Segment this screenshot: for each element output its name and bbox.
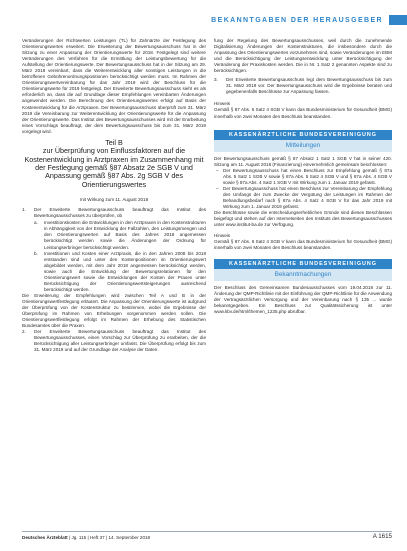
page-footer [22,531,392,541]
section-header-bar [389,15,407,25]
hinweis-text: Gemäß § 87 Abs. 6 Satz 4 SGB V kann das Bundesministerium für Gesundheit (BMG) innerhalb von zwei Monaten den Beschluss beanstanden. [214,107,392,119]
kbv-banner: KASSENÄRZTLICHE BUNDESVEREINIGUNG [214,259,392,269]
item-text: Der Erweiterte Bewertungsausschuss legt dem Bewertungsausschuss bis zum 31. März 2019 vor. Der Bewertungsausschuss wird die Ergebnisse beraten und gegebenenfalls Beschlüsse zur Anpassung fassen. [226,77,392,95]
left-intro-paragraph: Veränderungen der Richtwerten Leistungen (TL) für Zahnärzte der Festlegung des Orientierungswertes erweitert. Die Erweiterung der Bewertungsausschuss hat in der Sitzung zu einer Anpassung der Orientierungswerte für 2018. Festgelegt sind weitere Veränderungen des Verfahren für die Ermittlung der Leistungsbewertung für die Aufstellung der Orientierungswerte. Der Bewertungsausschuss hat in der Sitzung am 29. März 2018 vereinbart, dass die Weiterentwicklung aller sonstigen Leistungen in die betroffenen Gebührenordnungspositionen berücksichtigt werden muss. Im Rahmen der Orientierungswertvereinbarung für das Jahr 2019 wird der Beschluss für die Orientierungswerte für 2019 festgelegt. Der Erweiterte Bewertungsausschuss sieht es als erforderlich an, dass die auf Grundlage dieser Empfehlungen vereinbarten Änderungen angewendet werden. Die Berechnung des Orientierungswertes erfolgt auf Basis der Kostenentwicklung für die Arztpraxen. Der Bewertungsausschuss überprüft zum 31. März 2019 die Vereinbarung zur Weiterentwicklung der Orientierungswerte für die Anpassung der Orientierungswerte. Das Institut des Bewertungsausschusses wird mit der Erarbeitung eines Vorschlags beauftragt, der dem Bewertungsausschuss bis zum 31. März 2019 vorgelegt wird. [22,38,206,134]
bullet-item [216,168,392,186]
item-text: Der Erweiterte Bewertungsausschuss beauftragt das Institut des Bewertungsausschusses, einen Vorschlag zur Überprüfung zu erarbeiten, der die Berücksichtigung aller Leistungserbringer umfasst. Die Überprüfung erfolgt bis zum 31. März 2019 und auf der Grundlage der Analyse der Daten. [34,329,206,353]
footer-issue: | Jg. 115 | Heft 37 | 14. September 2018 [68,535,151,540]
decision-paragraph: Der Bewertungsausschuss gemäß § 87 Absatz 1 Satz 1 SGB V hat in seiner 420. Sitzung am 11. August 2018 (Finanzierung) einvernehmlich gemeinsam beschlossen: [214,155,392,167]
numbered-item-1 [22,207,206,219]
sub-item-a [34,220,206,250]
final-paragraph: Der Beschluss des Gemeinsamen Bundesausschusses vom 19.04.2018 zur 11. Änderung der QMP-Richtlinie mit der Einführung der QMP-Richtlinie für die Anwendung der Vertragsärztlichen Versorgung und der Vereinbarung nach § 135 ... wurde bekanntgegeben. Ein Beschluss zur Qualitätssicherung ist unter www.kbv.de/html/themen_1235.php abrufbar. [214,285,392,315]
item-number: 3. [214,77,218,83]
effective-date: mit Wirkung zum 11. August 2018 [79,197,149,203]
hinweis-text: Gemäß § 87 Abs. 6 Satz 4 SGB V kann das Bundesministerium für Gesundheit (BMG) innerhalb von zwei Monaten den Beschluss beanstanden. [214,239,392,251]
numbered-item-3 [214,77,392,95]
teil-b-heading [22,139,206,203]
bullet-item [216,186,392,210]
section-header-label: BEKANNTGABEN DER HERAUSGEBER [211,16,383,24]
right-intro-paragraph: fung der Regelung des Bewertungsausschusses, weil durch die zunehmende Digitalisierung Änderungen der Kostenstrukturen, die insbesondere durch die Anpassung des Orientierungswertes vorzunehmen sind, sowie Veränderungen im EBM und die Berücksichtigung der Leistungsentwicklung unter Berücksichtigung der Veränderung der Praxiskosten werden. Die in Nr. 1 Satz 2 genannten Aspekte sind zu berücksichtigen. [214,38,392,74]
bullet-text: Der Bewertungsausschuss hat einen Beschluss zur Empfehlung gemäß § 87a Abs. 5 Satz 1 SGB V sowie § 87a Abs. 5 Satz 4 SGB V und § 87a Abs. 4 SGB V sowie § 87a Abs. 4 Satz 1 SGB V mit Wirkung zum 1. Januar 2019 gefasst. [223,167,392,185]
sub-item-text: Investitionskosten die Entwicklungen in den Arztpraxen in den Kostenstrukturen in Abhängigkeit von der Entwicklung der Fallzahlen, den Leistungsmengen und den Orientierungswerten auf Basis des Jahres 2018 angemessen berücksichtigt werden sowie die Änderungen der Ordnung für Leistungserbringer berücksichtigt werden. [44,220,206,250]
sub-item-letter: b. [34,250,38,256]
sub-item-text: Investitionen und Kosten einer Arztpraxis, die in den Jahren 2008 bis 2018 entstanden sind und unter den Kostenpositionen im Orientierungswert abgebildet werden, mit dem Jahr 2018 angemessen berücksichtigt werden, sowie auch die Entwicklung der Bewertungsrelationen für den Orientierungswert sowie die Entwicklungen der Kosten der Praxen unter Berücksichtigung der Orientierungswertsteigerungen ausreichend berücksichtigt werden. [44,250,206,292]
item-number: 1. [22,207,26,213]
footer-journal: Deutsches Ärzteblatt [22,535,68,540]
teil-b-title: Teil B zur Überprüfung von Einflussfaktoren auf die Kostenentwicklung in Arztpraxen im Zusammenhang mit der Festlegung gemäß §87 Absatz 2e SGB V und Anpassung gemäß §87 Abs. 2g SGB V des Orientierungswertes [24,137,204,189]
item-number: 2. [22,329,26,335]
footer-citation [22,535,150,540]
item-text: Der Erweiterte Bewertungsausschuss beauftragt das Institut des Bewertungsausschusses zu überprüfen, ob [34,207,206,219]
hinweis-heading: Hinweis [214,101,231,107]
bullet-marker: – [216,167,219,173]
sub-item-b [34,251,206,293]
section-header [211,14,407,26]
left-tail-paragraph: Die Erweiterung der Empfehlungen wird zwischen Teil A und B in der Orientierungswertfestlegung erläutert. Die Anpassung der Orientierungswerte ist aufgrund der Überprüfung von der Kostenstruktur zu bestimmen, wobei die Ergebnisse der Überprüfung im Rahmen von Erhebungen vorgenommen werden sollen. Die Orientierungswertfestlegung erfolgt im Rahmen der Erhebung des Statistischen Bundesamtes über die Praxen. [22,292,206,329]
hinweis-heading: Hinweis [214,233,231,239]
left-column [22,38,206,354]
mitteilungen-subheading: Mitteilungen [214,140,392,152]
kbv-banner: KASSENÄRZTLICHE BUNDESVEREINIGUNG [214,130,392,140]
page-number: A 1615 [372,533,392,540]
closing-paragraph: Die Beschlüsse sowie die entscheidungserheblichen Gründe sind diesen Beschlüssen beigefügt und stehen auf den Internetseiten des Instituts des Bewertungsausschusses unter www.institut-ba.de zur Verfügung. [214,209,392,228]
right-column [214,38,392,316]
bullet-text: Der Bewertungsausschuss hat einen Beschluss zur Vereinbarung der Empfehlung des Umfangs der zum Zwecke der Vergütung der Leistungen im Rahmen der Behandlungsbedarf nach § 87a Abs. 4 Satz 4 SGB V für das Jahr 2019 mit Wirkung zum 1. Januar 2019 gefasst. [223,185,392,209]
numbered-item-2 [22,329,206,353]
bullet-marker: – [216,185,219,191]
sub-item-letter: a. [34,220,38,226]
bekanntmachungen-subheading: Bekanntmachungen [214,269,392,281]
